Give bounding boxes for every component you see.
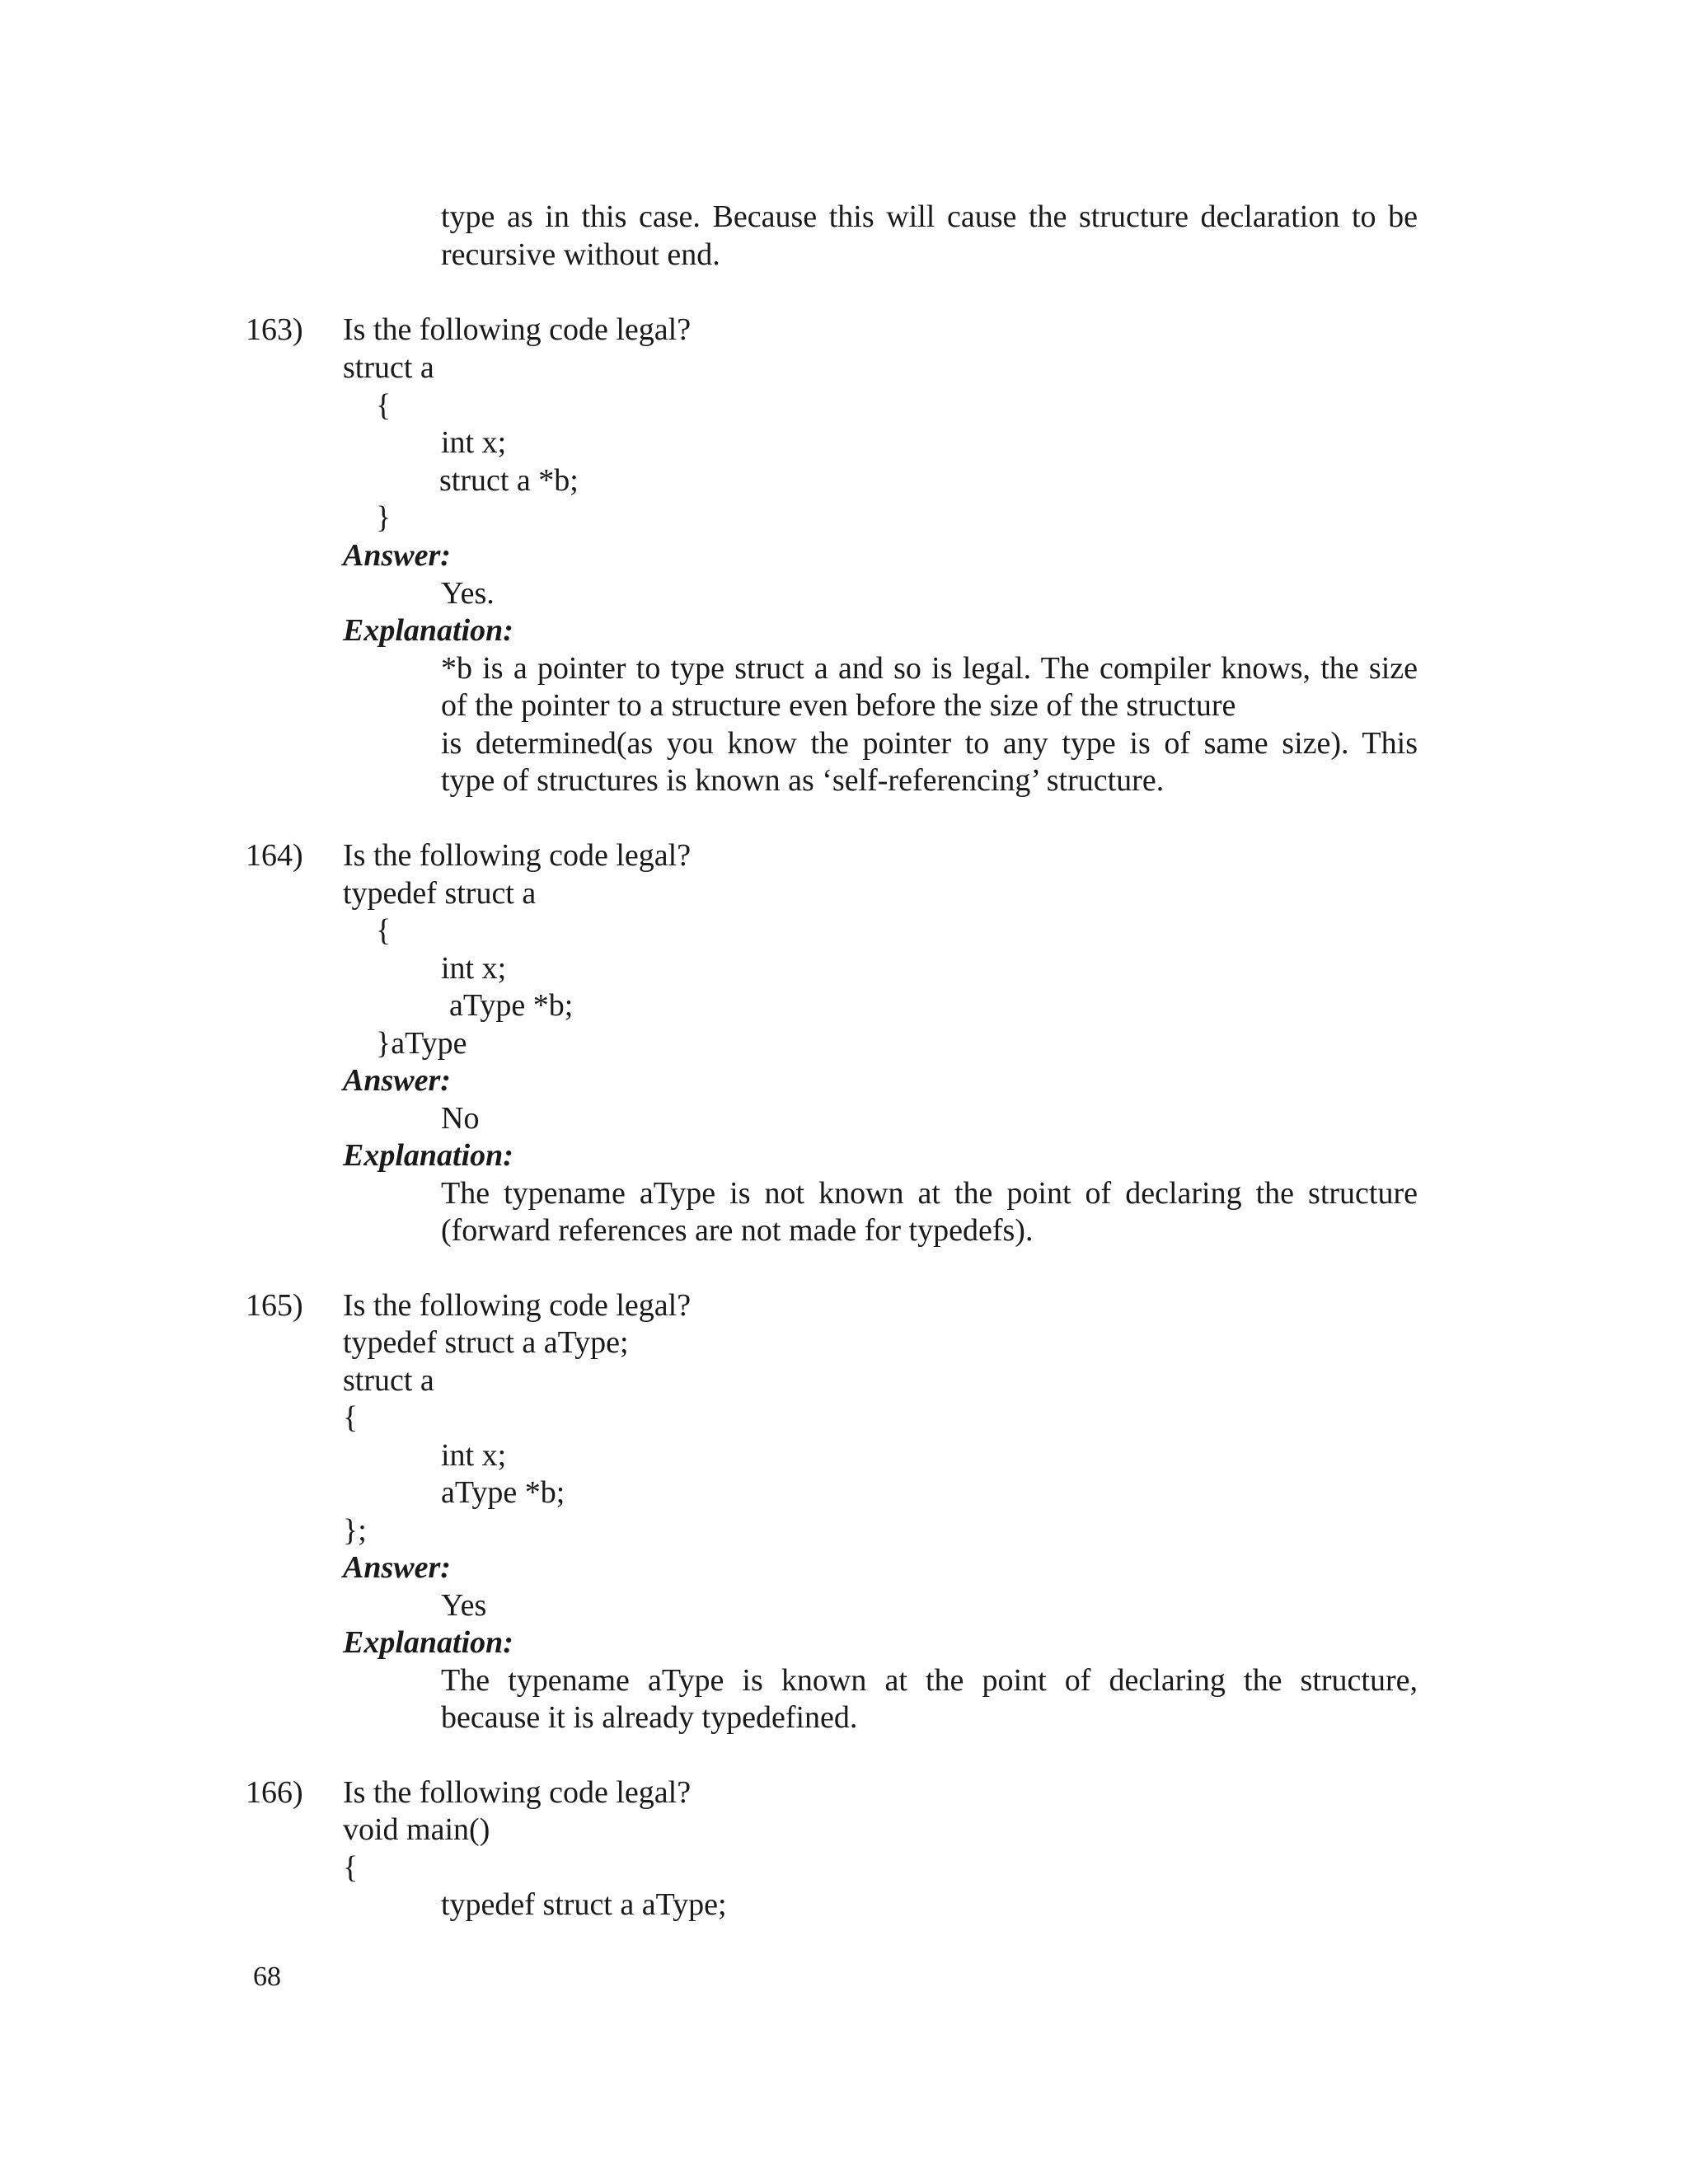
answer-label: Answer: [343,1550,451,1585]
code-line: { [343,1400,359,1435]
question-number-164: 164) [246,838,303,873]
question-number-163: 163) [246,312,303,347]
question-text-165: Is the following code legal? [343,1288,692,1323]
question-number-165: 165) [246,1288,303,1323]
explanation-line: of the pointer to a structure even before the size of the structure [441,688,1236,723]
answer-label: Answer: [343,1063,451,1098]
code-line: int x; [441,425,507,460]
code-line: aType *b; [449,988,574,1023]
code-line: { [376,913,392,948]
explanation-line: is determined(as you know the pointer to any type is of same size). This [441,726,1418,761]
code-line: }aType [376,1026,467,1061]
code-line: }; [343,1513,367,1548]
explanation-label: Explanation: [343,1138,513,1173]
answer-text: Yes. [441,576,495,611]
code-line: aType *b; [441,1475,565,1510]
explanation-label: Explanation: [343,1625,513,1660]
code-line: { [343,1850,359,1885]
answer-text: Yes [441,1588,487,1623]
code-line: } [376,500,392,535]
code-line: { [376,388,392,423]
code-line: int x; [441,1438,507,1473]
explanation-line: The typename aType is known at the point of declaring the structure, [441,1663,1418,1698]
question-number-166: 166) [246,1775,303,1810]
code-line: struct a [343,350,434,385]
code-line: struct a *b; [439,463,579,498]
code-line: struct a [343,1363,434,1398]
intro-line-1: type as in this case. Because this will cause the structure declaration to be [441,199,1418,234]
explanation-line: because it is already typedefined. [441,1700,858,1735]
explanation-label: Explanation: [343,613,513,648]
explanation-line: *b is a pointer to type struct a and so is legal. The compiler knows, the size [441,651,1418,686]
code-line: void main() [343,1812,490,1847]
page-number: 68 [253,1961,281,1992]
intro-line-2: recursive without end. [441,237,720,272]
question-text-163: Is the following code legal? [343,312,692,347]
answer-label: Answer: [343,538,451,573]
code-line: typedef struct a aType; [343,1325,629,1360]
question-text-166: Is the following code legal? [343,1775,692,1810]
code-line: int x; [441,951,507,986]
explanation-line: The typename aType is not known at the point of declaring the structure [441,1176,1418,1211]
explanation-line: (forward references are not made for typedefs). [441,1213,1034,1248]
code-line: typedef struct a [343,876,537,911]
answer-text: No [441,1101,480,1136]
code-line: typedef struct a aType; [441,1887,727,1922]
explanation-line: type of structures is known as ‘self-referencing’ structure. [441,763,1165,798]
question-text-164: Is the following code legal? [343,838,692,873]
